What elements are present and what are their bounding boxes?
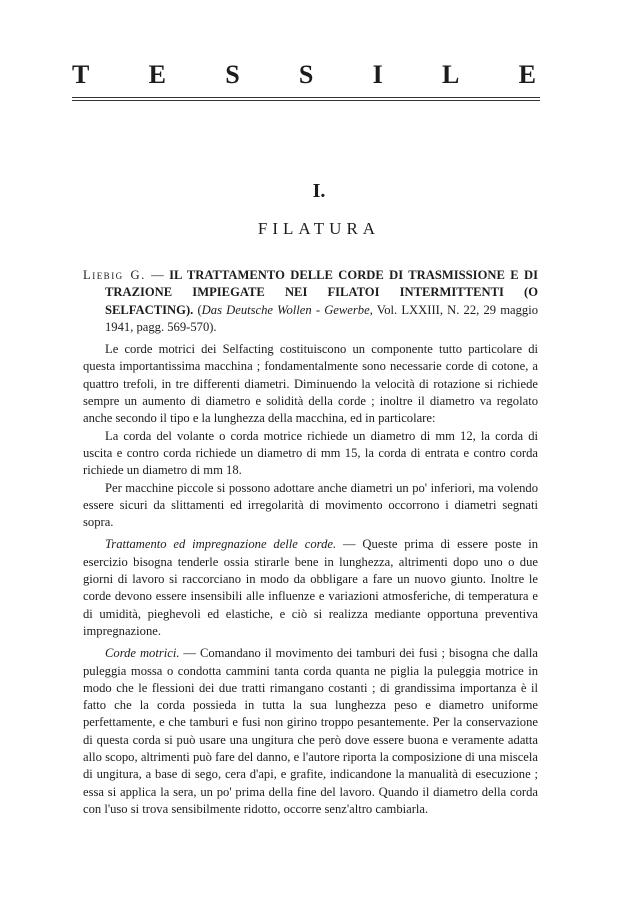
paragraph-4-body: — Queste prima di essere poste in esercizio bisogna tenderle ossia stirarle bene in lunghezza, altrimenti dopo uno o due giorni di lavoro si raccorciano in modo da obbligare a fare un nuovo giunto. Inoltre le corde devono essere insensibili alle influenze e variazioni atmosferiche, di temperatura e di umidità, pieghevoli ed elastiche, e ciò si realizza mediante opportuna preventiva impregnazione. (83, 537, 539, 638)
title-letter: L (442, 60, 460, 89)
section-title: FILATURA (257, 219, 381, 238)
paragraph-3: Per macchine piccole si possono adottare anche diametri un po' inferiori, ma volendo essere sicuri da slittamenti ed irregolarità di movimento occorrono i diametri segnati sopra. (83, 480, 538, 530)
paragraph-5-heading: Corde motrici. (105, 646, 180, 661)
running-title (72, 60, 536, 90)
paragraph-1: Le corde motrici dei Selfacting costituiscono un componente tutto particolare di questa importantissima macchina ; fondamentalmente sono necessarie corde di cotone, a quattro trefoli, in tre differenti diametri. Diminuendo la velocità di rotazione si richiede sempre un aumento di diametro e solidità della corde ; inoltre il diametro va regolato anche secondo il tipo e la lunghezza della macchina, ed in particolare: (83, 342, 538, 426)
paragraph-2: La corda del volante o corda motrice richiede un diametro di mm 12, la corda di uscita e contro corda richiede un diametro di mm 15, la corda di entrata e contro corda richiede un diametro di mm 18. (83, 428, 538, 478)
title-letter: T (72, 60, 90, 89)
citation-details: , Vol. LXXIII, N. 22, 29 maggio 1941, pagg. 569-570). (105, 302, 539, 334)
author-name: Liebig G. (83, 268, 146, 282)
bibliographic-entry (83, 267, 538, 818)
section-number: I. (312, 180, 326, 202)
paragraph-5-body: — Comandano il movimento dei tamburi dei fusi ; bisogna che dalla puleggia mossa o condotta cammini tanta corda quanta ne piglia la puleggia motrice in modo che le flessioni dei due tratti rimangano costanti ; di grandissima importanza è il fatto che la corda possieda in tutta la sua lunghezza peso e diametro uniforme perfettamente, e che tamburi e fusi non girino troppo pesantemente. Per la conservazione di questa corda si può usare una ungitura che però dove essere buona e veramente adatta allo scopo, altrimenti può fare del danno, e l'autore riporta la composizione di una miscela di ungitura, a base di sego, cera d'api, e grafite, indicandone la manualità di esecuzione ; essa si applica la sera, un po' prima della fine del lavoro. Quando il diametro della corda con l'uso si trova sensibilmente ridotto, occorre senz'altro cambiarla. (83, 646, 538, 816)
header-rule-bottom (72, 100, 540, 101)
title-letter: S (298, 60, 314, 89)
paragraph-5 (83, 645, 538, 818)
title-letter: E (148, 60, 166, 89)
article-title: IL TRATTAMENTO DELLE CORDE DI TRASMISSIONE E DI TRAZIONE IMPIEGATE NEI FILATOI INTERMITTENTI (O SELFACTING). (105, 268, 538, 317)
header-rule-top (72, 97, 540, 98)
title-letter: E (518, 60, 536, 89)
paragraph-4 (83, 536, 538, 640)
reference-dash: — (145, 268, 170, 282)
title-letter: S (225, 60, 240, 89)
reference-line (83, 267, 538, 336)
title-letter: I (372, 60, 383, 89)
source-open: ( (193, 302, 202, 317)
paragraph-4-heading: Trattamento ed impregnazione delle corde. (105, 537, 337, 552)
journal-name: Das Deutsche Wollen - Gewerbe (201, 302, 370, 317)
